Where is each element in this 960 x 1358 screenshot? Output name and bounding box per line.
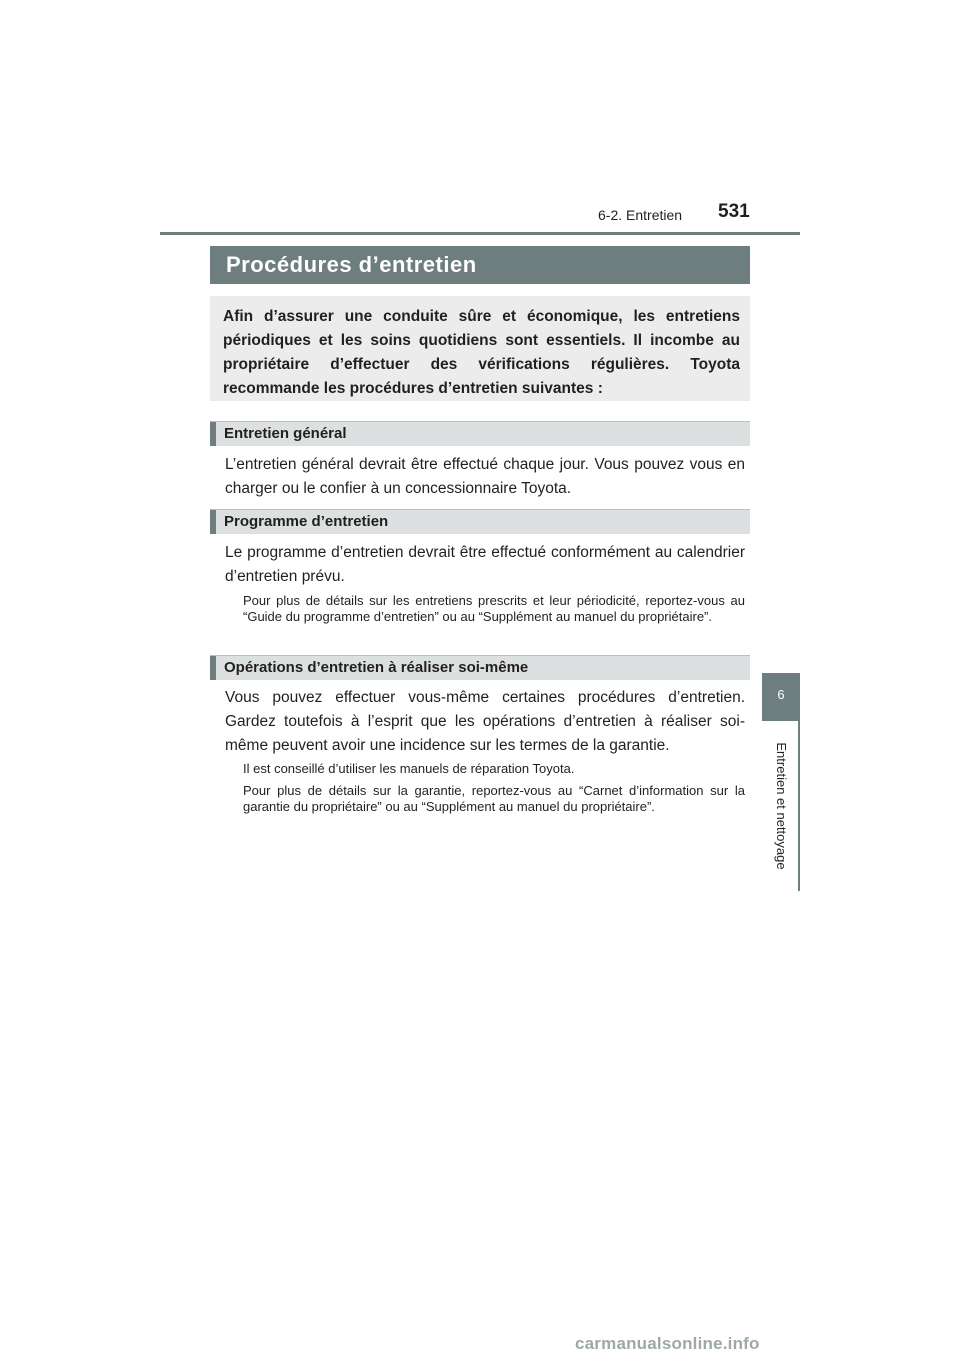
subheading-text: Entretien général (224, 425, 347, 442)
intro-box (210, 296, 750, 401)
subheading-text: Opérations d’entretien à réaliser soi-même (224, 659, 529, 676)
chapter-tab (762, 673, 800, 721)
body-operations-soi-meme: Vous pouvez effectuer vous-même certaines procédures d’entretien. Gardez toutefois à l’esprit que les opérations d’entretien à réaliser soi-même peuvent avoir une incidence sur les termes de la garantie. (225, 689, 745, 754)
body-entretien-general: L’entretien général devrait être effectué chaque jour. Vous pouvez vous en charger ou le confier à un concessionnaire Toyota. (225, 456, 745, 497)
subheading-entretien-general (210, 421, 750, 446)
note-manuels-reparation: Il est conseillé d’utiliser les manuels de réparation Toyota. (243, 761, 575, 776)
chapter-number: 6 (777, 687, 785, 702)
subheading-marker (210, 656, 216, 680)
note-programme-entretien: Pour plus de détails sur les entretiens prescrits et leur périodicité, reportez-vous au “Guide du programme d’entretien” ou au “Supplément au manuel du propriétaire”. (243, 593, 745, 624)
intro-text: Afin d’assurer une conduite sûre et économique, les entretiens périodiques et les soins quotidiens sont essentiels. Il incombe au propriétaire d’effectuer des vérifications régulières. Toyota recommande les procédures d’entretien suivantes : (223, 308, 740, 397)
subheading-marker (210, 422, 216, 446)
chapter-tab-line (798, 721, 800, 891)
body-programme-entretien: Le programme d’entretien devrait être effectué conformément au calendrier d’entretien prévu. (225, 544, 745, 585)
subheading-programme-entretien (210, 509, 750, 534)
subheading-marker (210, 510, 216, 534)
watermark: carmanualsonline.info (575, 1334, 760, 1353)
page-number: 531 (718, 201, 750, 222)
header-section-title: 6-2. Entretien (598, 207, 683, 223)
subheading-text: Programme d’entretien (224, 513, 389, 530)
header-rule (160, 232, 800, 235)
page-title: Procédures d’entretien (226, 252, 477, 277)
chapter-title: Entretien et nettoyage (774, 742, 789, 870)
subheading-operations-soi-meme (210, 655, 750, 680)
page-title-bar (210, 246, 750, 284)
note-garantie: Pour plus de détails sur la garantie, reportez-vous au “Carnet d’information sur la garantie du propriétaire” ou au “Supplément au manuel du propriétaire”. (243, 783, 745, 814)
